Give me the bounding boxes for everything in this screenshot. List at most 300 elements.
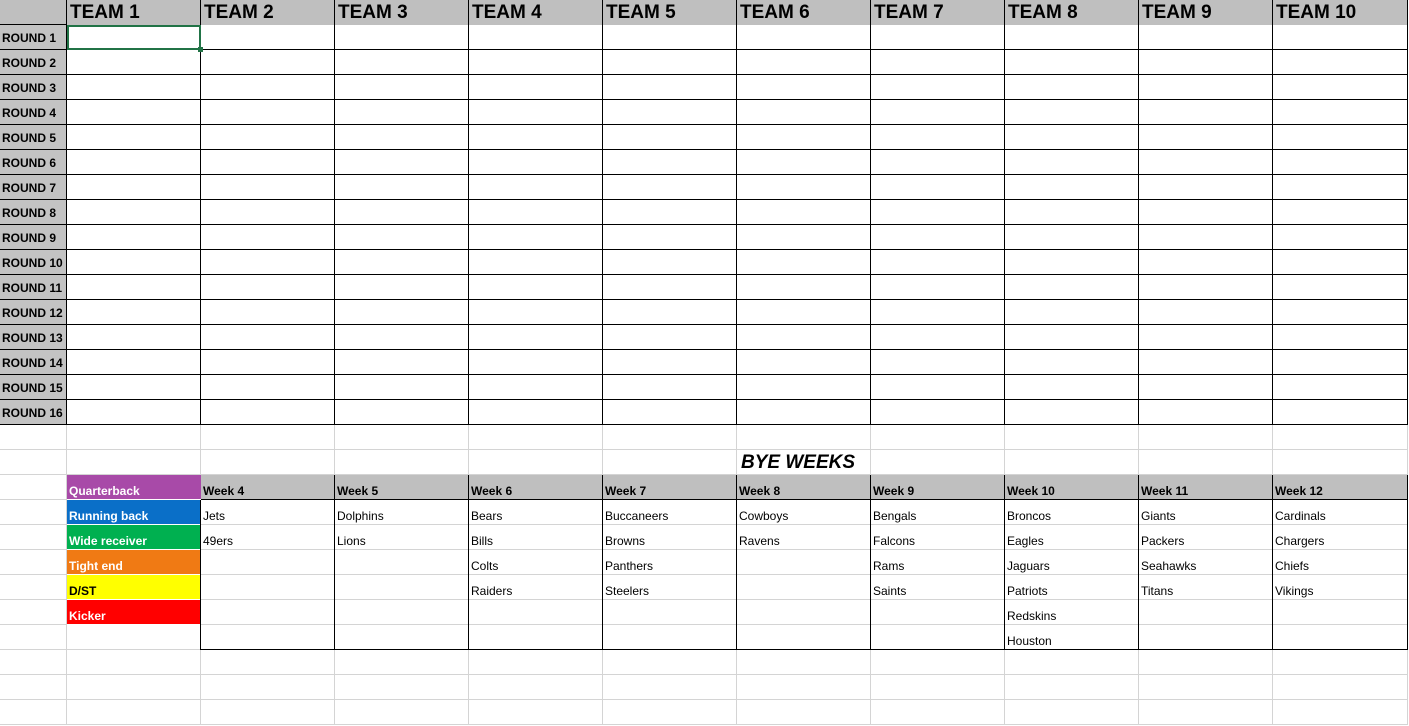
draft-pick-cell[interactable]: [1139, 375, 1273, 400]
round-label[interactable]: ROUND 4: [0, 100, 67, 125]
draft-pick-cell[interactable]: [201, 125, 335, 150]
bye-team-cell[interactable]: Titans: [1139, 575, 1273, 600]
draft-pick-cell[interactable]: [67, 350, 201, 375]
draft-pick-cell[interactable]: [469, 25, 603, 50]
bye-week-header[interactable]: Week 11: [1139, 475, 1273, 500]
draft-pick-cell[interactable]: [67, 250, 201, 275]
draft-pick-cell[interactable]: [201, 75, 335, 100]
draft-pick-cell[interactable]: [201, 225, 335, 250]
grid-cell[interactable]: [469, 700, 603, 725]
bye-team-cell[interactable]: Chargers: [1273, 525, 1408, 550]
draft-pick-cell[interactable]: [1139, 325, 1273, 350]
bye-team-cell[interactable]: Broncos: [1005, 500, 1139, 525]
draft-pick-cell[interactable]: [871, 250, 1005, 275]
team-header[interactable]: TEAM 8: [1005, 0, 1139, 26]
grid-cell[interactable]: [0, 675, 67, 700]
draft-pick-cell[interactable]: [335, 300, 469, 325]
round-label[interactable]: ROUND 13: [0, 325, 67, 350]
grid-cell[interactable]: [0, 700, 67, 725]
bye-week-header[interactable]: Week 7: [603, 475, 737, 500]
draft-pick-cell[interactable]: [67, 50, 201, 75]
bye-team-cell[interactable]: Raiders: [469, 575, 603, 600]
draft-pick-cell[interactable]: [871, 300, 1005, 325]
bye-team-cell[interactable]: [469, 600, 603, 625]
draft-pick-cell[interactable]: [1273, 275, 1408, 300]
bye-week-header[interactable]: Week 10: [1005, 475, 1139, 500]
draft-pick-cell[interactable]: [1005, 400, 1139, 425]
draft-pick-cell[interactable]: [67, 150, 201, 175]
draft-pick-cell[interactable]: [737, 250, 871, 275]
draft-pick-cell[interactable]: [1273, 25, 1408, 50]
bye-team-cell[interactable]: Ravens: [737, 525, 871, 550]
bye-team-cell[interactable]: Cardinals: [1273, 500, 1408, 525]
bye-week-header[interactable]: Week 4: [201, 475, 335, 500]
grid-cell[interactable]: [1139, 650, 1273, 675]
draft-pick-cell[interactable]: [201, 150, 335, 175]
draft-pick-cell[interactable]: [1139, 300, 1273, 325]
draft-pick-cell[interactable]: [469, 200, 603, 225]
draft-pick-cell[interactable]: [737, 50, 871, 75]
draft-pick-cell[interactable]: [1273, 350, 1408, 375]
grid-cell[interactable]: [335, 650, 469, 675]
draft-pick-cell[interactable]: [737, 375, 871, 400]
grid-cell[interactable]: [1139, 700, 1273, 725]
draft-pick-cell[interactable]: [871, 200, 1005, 225]
bye-team-cell[interactable]: Bills: [469, 525, 603, 550]
round-label[interactable]: ROUND 7: [0, 175, 67, 200]
grid-cell[interactable]: [603, 425, 737, 450]
draft-pick-cell[interactable]: [871, 325, 1005, 350]
draft-pick-cell[interactable]: [201, 400, 335, 425]
draft-pick-cell[interactable]: [1273, 325, 1408, 350]
team-header[interactable]: TEAM 1: [67, 0, 201, 26]
bye-team-cell[interactable]: [737, 575, 871, 600]
grid-cell[interactable]: [469, 675, 603, 700]
fill-handle[interactable]: [198, 47, 203, 52]
bye-team-cell[interactable]: Steelers: [603, 575, 737, 600]
grid-cell[interactable]: [603, 650, 737, 675]
draft-pick-cell[interactable]: [335, 250, 469, 275]
draft-pick-cell[interactable]: [335, 50, 469, 75]
draft-pick-cell[interactable]: [335, 200, 469, 225]
draft-pick-cell[interactable]: [737, 200, 871, 225]
bye-team-cell[interactable]: [603, 600, 737, 625]
draft-pick-cell[interactable]: [469, 350, 603, 375]
draft-pick-cell[interactable]: [1273, 375, 1408, 400]
draft-pick-cell[interactable]: [469, 75, 603, 100]
grid-cell[interactable]: [335, 700, 469, 725]
grid-cell[interactable]: [469, 450, 603, 475]
bye-team-cell[interactable]: [871, 600, 1005, 625]
grid-cell[interactable]: [871, 450, 1005, 475]
draft-pick-cell[interactable]: [67, 125, 201, 150]
draft-pick-cell[interactable]: [737, 325, 871, 350]
draft-pick-cell[interactable]: [201, 375, 335, 400]
draft-pick-cell[interactable]: [201, 275, 335, 300]
draft-pick-cell[interactable]: [67, 275, 201, 300]
grid-cell[interactable]: [0, 475, 67, 500]
bye-team-cell[interactable]: [335, 625, 469, 650]
draft-pick-cell[interactable]: [201, 350, 335, 375]
draft-pick-cell[interactable]: [1273, 225, 1408, 250]
draft-pick-cell[interactable]: [67, 225, 201, 250]
draft-pick-cell[interactable]: [469, 225, 603, 250]
bye-team-cell[interactable]: [1139, 625, 1273, 650]
bye-team-cell[interactable]: Falcons: [871, 525, 1005, 550]
grid-cell[interactable]: [737, 425, 871, 450]
grid-cell[interactable]: [1139, 450, 1273, 475]
draft-pick-cell[interactable]: [1139, 25, 1273, 50]
grid-cell[interactable]: [1139, 425, 1273, 450]
draft-pick-cell[interactable]: [1273, 50, 1408, 75]
draft-pick-cell[interactable]: [67, 200, 201, 225]
bye-team-cell[interactable]: Lions: [335, 525, 469, 550]
team-header[interactable]: TEAM 7: [871, 0, 1005, 26]
bye-team-cell[interactable]: Seahawks: [1139, 550, 1273, 575]
bye-team-cell[interactable]: [1273, 600, 1408, 625]
draft-pick-cell[interactable]: [201, 50, 335, 75]
bye-team-cell[interactable]: Redskins: [1005, 600, 1139, 625]
draft-pick-cell[interactable]: [335, 75, 469, 100]
grid-cell[interactable]: [67, 625, 201, 650]
grid-cell[interactable]: [67, 675, 201, 700]
draft-pick-cell[interactable]: [1139, 225, 1273, 250]
grid-cell[interactable]: [201, 700, 335, 725]
draft-pick-cell[interactable]: [335, 350, 469, 375]
grid-cell[interactable]: [737, 675, 871, 700]
grid-cell[interactable]: [1005, 700, 1139, 725]
draft-pick-cell[interactable]: [67, 75, 201, 100]
grid-cell[interactable]: [871, 425, 1005, 450]
team-header[interactable]: TEAM 4: [469, 0, 603, 26]
bye-team-cell[interactable]: [201, 600, 335, 625]
draft-pick-cell[interactable]: [603, 225, 737, 250]
draft-pick-cell[interactable]: [603, 350, 737, 375]
bye-team-cell[interactable]: Jets: [201, 500, 335, 525]
draft-pick-cell[interactable]: [871, 100, 1005, 125]
grid-cell[interactable]: [1273, 450, 1408, 475]
grid-cell[interactable]: [0, 425, 67, 450]
draft-pick-cell[interactable]: [737, 350, 871, 375]
bye-team-cell[interactable]: [335, 575, 469, 600]
draft-pick-cell[interactable]: [469, 275, 603, 300]
bye-team-cell[interactable]: [737, 600, 871, 625]
draft-pick-cell[interactable]: [871, 350, 1005, 375]
grid-cell[interactable]: [1273, 425, 1408, 450]
draft-pick-cell[interactable]: [1273, 150, 1408, 175]
draft-pick-cell[interactable]: [335, 325, 469, 350]
draft-pick-cell[interactable]: [67, 375, 201, 400]
draft-pick-cell[interactable]: [871, 400, 1005, 425]
draft-pick-cell[interactable]: [1273, 400, 1408, 425]
grid-cell[interactable]: [335, 425, 469, 450]
bye-team-cell[interactable]: [1139, 600, 1273, 625]
draft-pick-cell[interactable]: [603, 200, 737, 225]
grid-cell[interactable]: [67, 450, 201, 475]
draft-pick-cell[interactable]: [871, 275, 1005, 300]
draft-pick-cell[interactable]: [871, 225, 1005, 250]
bye-team-cell[interactable]: Patriots: [1005, 575, 1139, 600]
bye-team-cell[interactable]: Saints: [871, 575, 1005, 600]
grid-cell[interactable]: [335, 675, 469, 700]
draft-pick-cell[interactable]: [871, 175, 1005, 200]
draft-pick-cell[interactable]: [1273, 100, 1408, 125]
grid-cell[interactable]: [201, 675, 335, 700]
draft-pick-cell[interactable]: [737, 300, 871, 325]
grid-cell[interactable]: [1273, 675, 1408, 700]
draft-pick-cell[interactable]: [1005, 200, 1139, 225]
draft-pick-cell[interactable]: [871, 75, 1005, 100]
bye-team-cell[interactable]: Chiefs: [1273, 550, 1408, 575]
draft-pick-cell[interactable]: [603, 75, 737, 100]
bye-team-cell[interactable]: Houston: [1005, 625, 1139, 650]
draft-pick-cell[interactable]: [335, 125, 469, 150]
draft-pick-cell[interactable]: [201, 25, 335, 50]
draft-pick-cell[interactable]: [1139, 275, 1273, 300]
draft-pick-cell[interactable]: [1273, 250, 1408, 275]
round-label[interactable]: ROUND 5: [0, 125, 67, 150]
bye-team-cell[interactable]: [201, 625, 335, 650]
draft-pick-cell[interactable]: [1139, 75, 1273, 100]
bye-week-header[interactable]: Week 8: [737, 475, 871, 500]
grid-cell[interactable]: [0, 500, 67, 525]
grid-cell[interactable]: [0, 450, 67, 475]
bye-team-cell[interactable]: [871, 625, 1005, 650]
draft-pick-cell[interactable]: [603, 150, 737, 175]
bye-team-cell[interactable]: [335, 550, 469, 575]
draft-pick-cell[interactable]: [871, 25, 1005, 50]
bye-week-header[interactable]: Week 9: [871, 475, 1005, 500]
grid-cell[interactable]: [335, 450, 469, 475]
draft-pick-cell[interactable]: [1139, 100, 1273, 125]
draft-pick-cell[interactable]: [201, 325, 335, 350]
round-label[interactable]: ROUND 14: [0, 350, 67, 375]
bye-team-cell[interactable]: Vikings: [1273, 575, 1408, 600]
bye-team-cell[interactable]: Dolphins: [335, 500, 469, 525]
draft-pick-cell[interactable]: [737, 125, 871, 150]
bye-team-cell[interactable]: Giants: [1139, 500, 1273, 525]
round-label[interactable]: ROUND 16: [0, 400, 67, 425]
draft-pick-cell[interactable]: [603, 325, 737, 350]
bye-team-cell[interactable]: [469, 625, 603, 650]
draft-pick-cell[interactable]: [469, 300, 603, 325]
draft-pick-cell[interactable]: [1273, 175, 1408, 200]
grid-cell[interactable]: [1005, 675, 1139, 700]
draft-pick-cell[interactable]: [67, 325, 201, 350]
draft-pick-cell[interactable]: [1005, 175, 1139, 200]
grid-cell[interactable]: [0, 625, 67, 650]
team-header[interactable]: TEAM 5: [603, 0, 737, 26]
draft-pick-cell[interactable]: [1273, 75, 1408, 100]
draft-pick-cell[interactable]: [603, 300, 737, 325]
grid-cell[interactable]: [0, 575, 67, 600]
round-label[interactable]: ROUND 6: [0, 150, 67, 175]
bye-team-cell[interactable]: [335, 600, 469, 625]
draft-pick-cell[interactable]: [1005, 75, 1139, 100]
round-label[interactable]: ROUND 15: [0, 375, 67, 400]
grid-cell[interactable]: [201, 425, 335, 450]
draft-pick-cell[interactable]: [603, 175, 737, 200]
draft-pick-cell[interactable]: [67, 175, 201, 200]
round-label[interactable]: ROUND 12: [0, 300, 67, 325]
team-header[interactable]: TEAM 2: [201, 0, 335, 26]
round-label[interactable]: ROUND 3: [0, 75, 67, 100]
bye-team-cell[interactable]: Rams: [871, 550, 1005, 575]
grid-cell[interactable]: [0, 550, 67, 575]
draft-pick-cell[interactable]: [737, 25, 871, 50]
bye-team-cell[interactable]: Browns: [603, 525, 737, 550]
draft-pick-cell[interactable]: [871, 50, 1005, 75]
grid-cell[interactable]: [1273, 700, 1408, 725]
grid-cell[interactable]: [1005, 650, 1139, 675]
draft-pick-cell[interactable]: [1005, 50, 1139, 75]
bye-team-cell[interactable]: [1273, 625, 1408, 650]
draft-pick-cell[interactable]: [1273, 200, 1408, 225]
draft-pick-cell[interactable]: [469, 250, 603, 275]
draft-pick-cell[interactable]: [469, 400, 603, 425]
draft-pick-cell[interactable]: [1139, 400, 1273, 425]
grid-cell[interactable]: [0, 525, 67, 550]
grid-cell[interactable]: [1273, 650, 1408, 675]
draft-pick-cell[interactable]: [201, 200, 335, 225]
draft-pick-cell[interactable]: [469, 375, 603, 400]
draft-pick-cell[interactable]: [1005, 375, 1139, 400]
grid-cell[interactable]: [67, 425, 201, 450]
bye-week-header[interactable]: Week 5: [335, 475, 469, 500]
draft-pick-cell[interactable]: [603, 375, 737, 400]
draft-pick-cell[interactable]: [1005, 100, 1139, 125]
grid-cell[interactable]: [0, 600, 67, 625]
draft-pick-cell[interactable]: [67, 400, 201, 425]
draft-pick-cell[interactable]: [603, 100, 737, 125]
draft-pick-cell[interactable]: [1005, 125, 1139, 150]
draft-pick-cell[interactable]: [335, 100, 469, 125]
draft-pick-cell[interactable]: [201, 100, 335, 125]
draft-pick-cell[interactable]: [871, 150, 1005, 175]
team-header[interactable]: TEAM 3: [335, 0, 469, 26]
draft-pick-cell[interactable]: [335, 400, 469, 425]
draft-pick-cell[interactable]: [1139, 350, 1273, 375]
bye-week-header[interactable]: Week 12: [1273, 475, 1408, 500]
bye-team-cell[interactable]: 49ers: [201, 525, 335, 550]
draft-pick-cell[interactable]: [335, 25, 469, 50]
grid-cell[interactable]: [67, 650, 201, 675]
draft-pick-cell[interactable]: [1139, 125, 1273, 150]
grid-cell[interactable]: [469, 425, 603, 450]
draft-pick-cell[interactable]: [469, 325, 603, 350]
draft-pick-cell[interactable]: [737, 100, 871, 125]
bye-team-cell[interactable]: [737, 625, 871, 650]
bye-team-cell[interactable]: Cowboys: [737, 500, 871, 525]
team-header[interactable]: TEAM 6: [737, 0, 871, 26]
team-header[interactable]: TEAM 9: [1139, 0, 1273, 26]
grid-cell[interactable]: [871, 700, 1005, 725]
draft-pick-cell[interactable]: [1005, 225, 1139, 250]
draft-pick-cell[interactable]: [737, 275, 871, 300]
draft-pick-cell[interactable]: [469, 150, 603, 175]
round-label[interactable]: ROUND 8: [0, 200, 67, 225]
draft-pick-cell[interactable]: [1005, 275, 1139, 300]
grid-cell[interactable]: [1005, 425, 1139, 450]
bye-team-cell[interactable]: Bears: [469, 500, 603, 525]
grid-cell[interactable]: [469, 650, 603, 675]
draft-pick-cell[interactable]: [67, 300, 201, 325]
draft-pick-cell[interactable]: [603, 25, 737, 50]
draft-pick-cell[interactable]: [603, 50, 737, 75]
grid-cell[interactable]: [871, 650, 1005, 675]
draft-pick-cell[interactable]: [1139, 175, 1273, 200]
draft-pick-cell[interactable]: [1273, 300, 1408, 325]
draft-pick-cell[interactable]: [67, 100, 201, 125]
draft-pick-cell[interactable]: [1273, 125, 1408, 150]
bye-team-cell[interactable]: Panthers: [603, 550, 737, 575]
bye-team-cell[interactable]: Bengals: [871, 500, 1005, 525]
bye-team-cell[interactable]: Packers: [1139, 525, 1273, 550]
grid-cell[interactable]: [1139, 675, 1273, 700]
grid-cell[interactable]: [603, 700, 737, 725]
draft-pick-cell[interactable]: [1139, 250, 1273, 275]
draft-pick-cell[interactable]: [603, 250, 737, 275]
bye-team-cell[interactable]: [201, 575, 335, 600]
round-label[interactable]: ROUND 1: [0, 25, 67, 50]
draft-pick-cell[interactable]: [335, 150, 469, 175]
round-label[interactable]: ROUND 10: [0, 250, 67, 275]
draft-pick-cell[interactable]: [1005, 325, 1139, 350]
grid-cell[interactable]: [201, 450, 335, 475]
draft-pick-cell[interactable]: [603, 275, 737, 300]
grid-cell[interactable]: [67, 700, 201, 725]
bye-team-cell[interactable]: Buccaneers: [603, 500, 737, 525]
draft-pick-cell[interactable]: [469, 100, 603, 125]
draft-pick-cell[interactable]: [871, 375, 1005, 400]
draft-pick-cell[interactable]: [1139, 150, 1273, 175]
draft-pick-cell[interactable]: [1005, 350, 1139, 375]
draft-pick-cell[interactable]: [1005, 250, 1139, 275]
grid-cell[interactable]: [201, 650, 335, 675]
round-label[interactable]: ROUND 2: [0, 50, 67, 75]
round-label[interactable]: ROUND 11: [0, 275, 67, 300]
draft-pick-cell[interactable]: [1139, 50, 1273, 75]
grid-cell[interactable]: [603, 450, 737, 475]
draft-pick-cell[interactable]: [335, 175, 469, 200]
bye-week-header[interactable]: Week 6: [469, 475, 603, 500]
bye-team-cell[interactable]: Jaguars: [1005, 550, 1139, 575]
bye-team-cell[interactable]: [201, 550, 335, 575]
round-label[interactable]: ROUND 9: [0, 225, 67, 250]
corner-cell[interactable]: [0, 0, 67, 25]
draft-pick-cell[interactable]: [469, 125, 603, 150]
team-header[interactable]: TEAM 10: [1273, 0, 1408, 26]
grid-cell[interactable]: [871, 675, 1005, 700]
draft-pick-cell[interactable]: [737, 75, 871, 100]
draft-pick-cell[interactable]: [737, 400, 871, 425]
draft-pick-cell[interactable]: [603, 400, 737, 425]
draft-pick-cell[interactable]: [67, 25, 201, 50]
grid-cell[interactable]: [603, 675, 737, 700]
draft-pick-cell[interactable]: [603, 125, 737, 150]
grid-cell[interactable]: [737, 700, 871, 725]
bye-team-cell[interactable]: [737, 550, 871, 575]
draft-pick-cell[interactable]: [737, 175, 871, 200]
bye-team-cell[interactable]: Colts: [469, 550, 603, 575]
draft-pick-cell[interactable]: [201, 300, 335, 325]
bye-team-cell[interactable]: [603, 625, 737, 650]
draft-pick-cell[interactable]: [871, 125, 1005, 150]
draft-pick-cell[interactable]: [1005, 300, 1139, 325]
grid-cell[interactable]: [737, 650, 871, 675]
bye-team-cell[interactable]: Eagles: [1005, 525, 1139, 550]
draft-pick-cell[interactable]: [335, 275, 469, 300]
